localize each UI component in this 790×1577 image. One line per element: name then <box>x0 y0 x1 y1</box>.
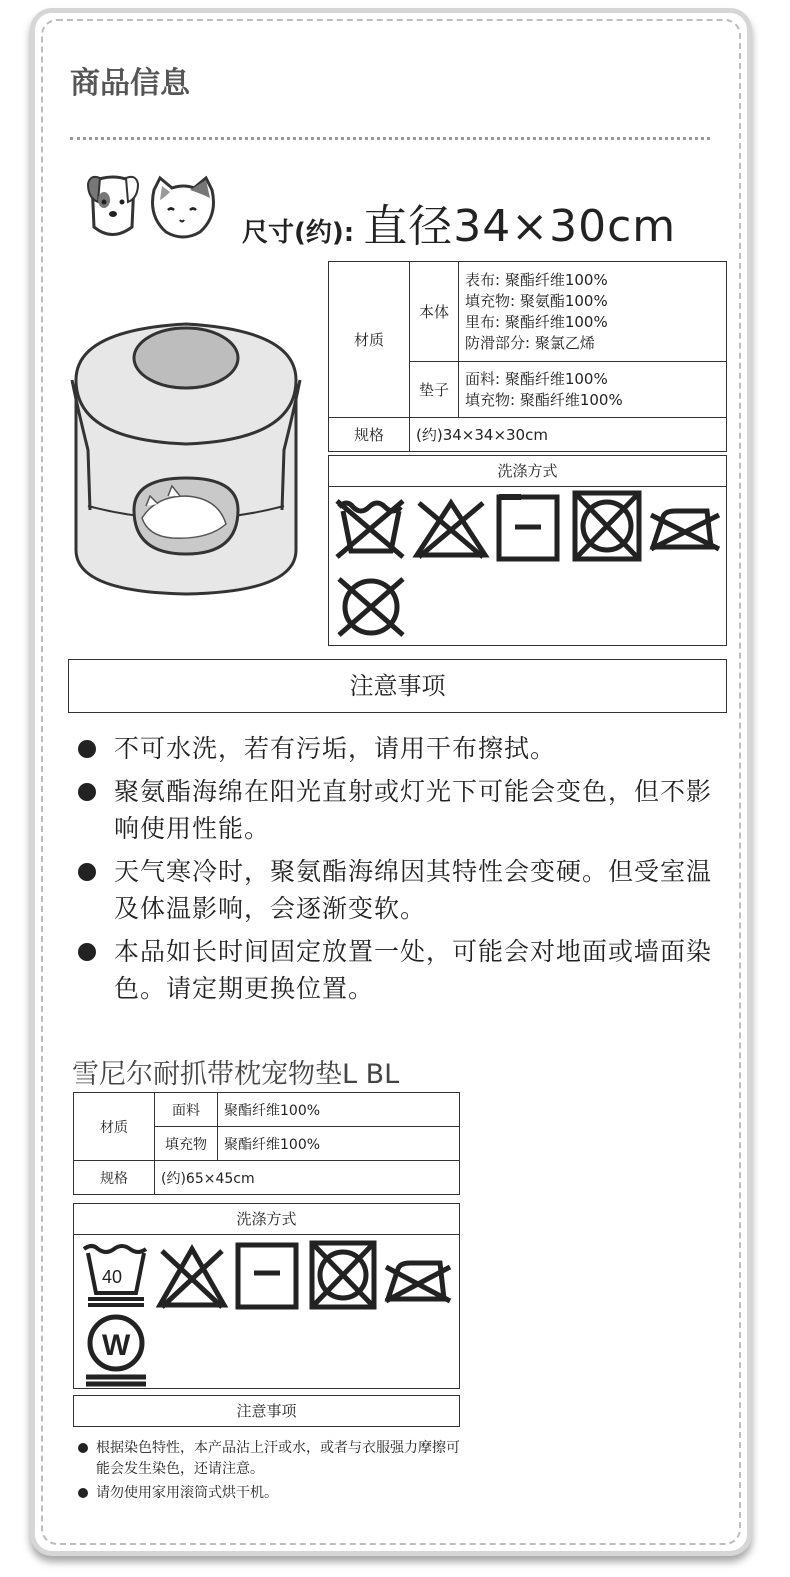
notice1-header: 注意事项 <box>68 659 727 713</box>
size-value: 直径34×30cm <box>363 201 677 252</box>
wash-title: 洗涤方式 <box>74 1204 459 1235</box>
size-label: 尺寸(约): <box>242 218 355 248</box>
notice1-item <box>70 933 730 1007</box>
fabric-value: 聚酯纤维100% <box>218 1093 460 1127</box>
fabric-label: 面料 <box>155 1093 218 1127</box>
no-iron-icon <box>651 511 719 549</box>
notice2-list <box>72 1438 464 1507</box>
cat-icon <box>153 178 214 237</box>
spec-value: (约)65×45cm <box>155 1161 460 1195</box>
dog-icon <box>88 177 138 235</box>
body-line: 里布: 聚酯纤维100% <box>465 312 608 331</box>
no-bleach-icon <box>417 503 485 557</box>
bullet-icon <box>78 1443 88 1453</box>
line-dry-shade-icon <box>499 497 557 559</box>
notice1-item <box>70 853 730 927</box>
no-tumble-dry-icon <box>312 1243 374 1307</box>
notice1-text: 聚氨酯海绵在阳光直射或灯光下可能会变色，但不影响使用性能。 <box>114 777 713 843</box>
notice1-text: 天气寒冷时，聚氨酯海绵因其特性会变硬。但受室温及体温影响，会逐渐变软。 <box>114 857 713 923</box>
wash-symbols <box>329 487 725 645</box>
notice2-header: 注意事项 <box>73 1395 460 1427</box>
body-materials <box>459 262 727 362</box>
body-line: 填充物: 聚氨酯100% <box>465 291 608 310</box>
line-dry-shade-icon <box>238 1245 296 1307</box>
cushion-line: 面料: 聚酯纤维100% <box>465 369 608 388</box>
cat-bed-illustration <box>68 310 304 600</box>
notice1-item <box>70 773 730 847</box>
body-label: 本体 <box>410 262 459 362</box>
machine-wash-40-icon <box>84 1246 146 1305</box>
no-bleach-icon <box>160 1249 224 1307</box>
cushion-materials <box>459 362 727 418</box>
spec-value: (约)34×34×30cm <box>410 418 727 452</box>
notice1-text: 本品如长时间固定放置一处，可能会对地面或墙面染色。请定期更换位置。 <box>114 937 713 1003</box>
product1-spec-table <box>328 261 727 452</box>
body-line: 防滑部分: 聚氯乙烯 <box>465 333 595 352</box>
product2-title: 雪尼尔耐抓带枕宠物垫L BL <box>72 1059 400 1090</box>
body-line: 表布: 聚酯纤维100% <box>465 270 608 289</box>
cushion-line: 填充物: 聚酯纤维100% <box>465 390 623 409</box>
product2-wash-box <box>73 1203 460 1389</box>
bullet-icon <box>78 740 96 758</box>
wash-title: 洗涤方式 <box>329 456 726 487</box>
wet-clean-letter: W <box>102 1329 131 1362</box>
notice1-item <box>70 730 730 767</box>
no-dry-clean-icon <box>339 579 403 635</box>
no-hand-wash-icon <box>337 501 403 557</box>
bullet-icon <box>78 783 96 801</box>
bullet-icon <box>78 943 96 961</box>
notice2-item <box>72 1438 464 1480</box>
notice1-list <box>70 730 730 1013</box>
product2-spec-table <box>73 1092 460 1195</box>
material-label: 材质 <box>329 262 410 418</box>
product1-wash-box <box>328 455 727 646</box>
cushion-label: 垫子 <box>410 362 459 418</box>
filling-value: 聚酯纤维100% <box>218 1127 460 1161</box>
dog-cat-icon <box>84 172 224 242</box>
filling-label: 填充物 <box>155 1127 218 1161</box>
bullet-icon <box>78 1488 88 1498</box>
material-label: 材质 <box>74 1093 155 1161</box>
wash-temp: 40 <box>102 1267 123 1287</box>
bullet-icon <box>78 863 96 881</box>
spec-label: 规格 <box>329 418 410 452</box>
spec-label: 规格 <box>74 1161 155 1195</box>
notice2-item <box>72 1483 464 1504</box>
notice1-text: 不可水洗，若有污垢，请用干布擦拭。 <box>114 734 557 763</box>
size-line <box>242 190 676 254</box>
dotted-divider <box>70 137 710 140</box>
wash-symbols <box>74 1235 458 1387</box>
no-tumble-dry-icon <box>575 493 639 559</box>
no-iron-icon <box>386 1263 450 1301</box>
notice2-text: 根据染色特性，本产品沾上汗或水，或者与衣服强力摩擦可能会发生染色，还请注意。 <box>96 1440 460 1477</box>
section-title: 商品信息 <box>70 66 190 101</box>
wet-clean-icon <box>86 1317 146 1384</box>
notice2-text: 请勿使用家用滚筒式烘干机。 <box>96 1485 278 1501</box>
